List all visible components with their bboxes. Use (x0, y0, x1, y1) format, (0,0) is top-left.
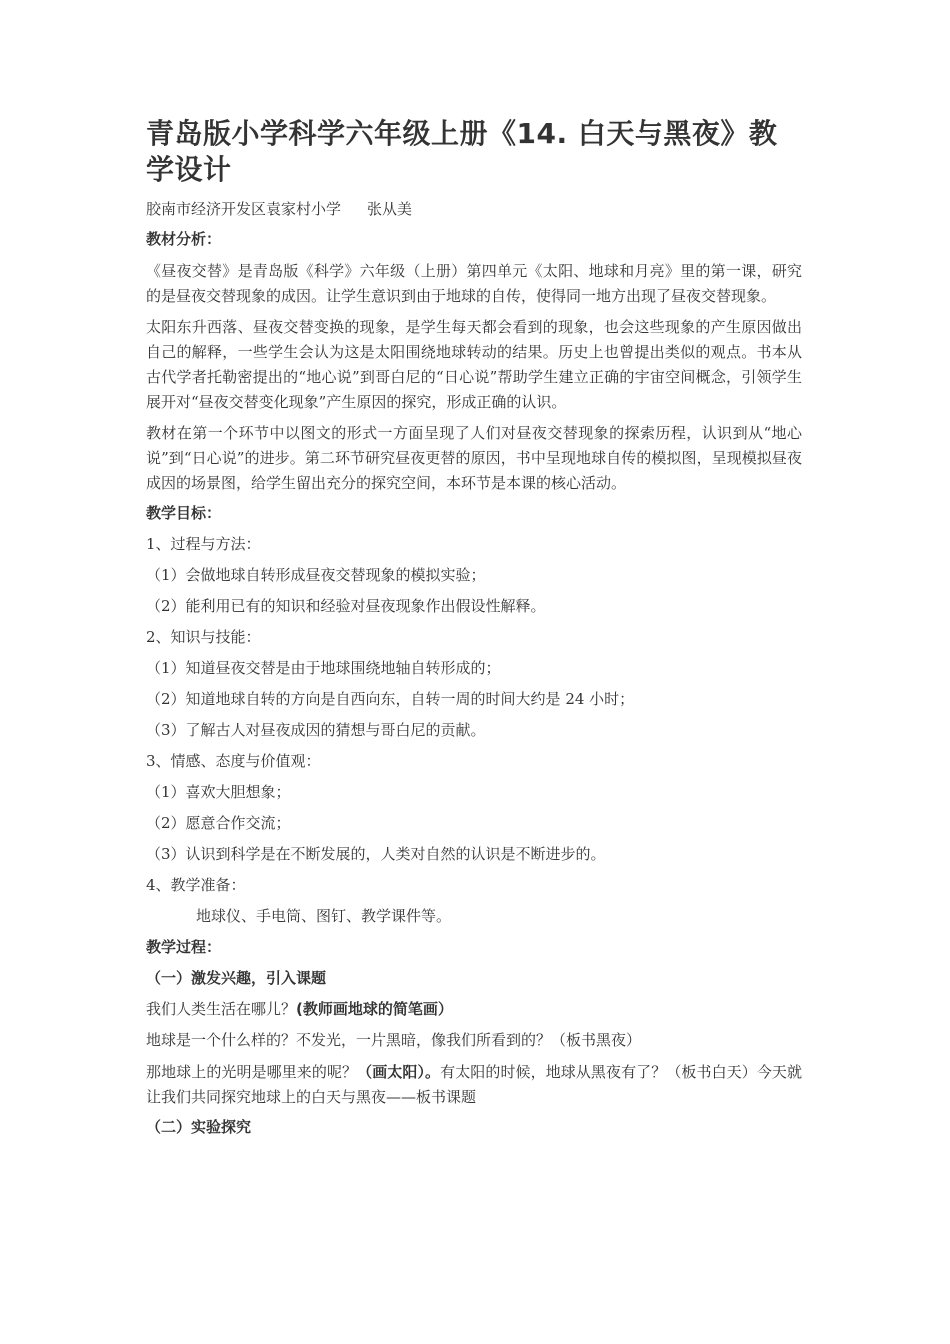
author-name: 张从美 (367, 200, 413, 218)
analysis-paragraph-3: 教材在第一个环节中以图文的形式一方面呈现了人们对昼夜交替现象的探索历程，认识到从“地心说”到“日心说”的进步。第二环节研究昼夜更替的原因，书中呈现地球自传的模拟图，呈现模拟昼夜成因的场景图，给学生留出充分的探究空间，本环节是本课的核心活动。 (146, 424, 802, 492)
goal-2: 2、知识与技能： (146, 628, 261, 646)
question-1-text: 我们人类生活在哪儿？ (146, 1000, 297, 1018)
goal-1a: （1）会做地球自转形成昼夜交替现象的模拟实验； (146, 566, 486, 584)
school-name: 胶南市经济开发区袁家村小学 (146, 200, 342, 218)
process-question-1 (146, 998, 802, 1020)
goal-3c: （3）认识到科学是在不断发展的，人类对自然的认识是不断进步的。 (146, 845, 606, 863)
goal-3b: （2）愿意合作交流； (146, 814, 291, 832)
document-page (146, 116, 802, 1147)
question-1-note: (教师画地球的简笔画） (296, 1000, 453, 1018)
goal-4a: 地球仪、手电筒、图钉、教学课件等。 (196, 907, 452, 925)
process-section-2: （二）实验探究 (146, 1118, 252, 1136)
goal-4: 4、教学准备： (146, 876, 246, 894)
process-question-2: 地球是一个什么样的？不发光，一片黑暗，像我们所看到的？（板书黑夜） (146, 1031, 642, 1049)
question-3-note: （画太阳）。 (357, 1063, 441, 1081)
goal-2c: （3）了解古人对昼夜成因的猜想与哥白尼的贡献。 (146, 721, 486, 739)
process-section-1: （一）激发兴趣，引入课题 (146, 969, 327, 987)
process-heading: 教学过程： (146, 938, 222, 956)
goal-1: 1、过程与方法： (146, 535, 261, 553)
analysis-paragraph-2: 太阳东升西落、昼夜交替变换的现象，是学生每天都会看到的现象，也会这些现象的产生原因做出自己的解释，一些学生会认为这是太阳围绕地球转动的结果。历史上也曾提出类似的观点。书本从古代学者托勒密提出的“地心说”到哥白尼的“日心说”帮助学生建立正确的宇宙空间概念，引领学生展开对“昼夜交替变化现象”产生原因的探究，形成正确的认识。 (146, 318, 802, 411)
goal-3: 3、情感、态度与价值观： (146, 752, 321, 770)
question-3-text-a: 那地球上的光明是哪里来的呢？ (146, 1063, 358, 1081)
document-title: 青岛版小学科学六年级上册《14. 白天与黑夜》教学设计 (146, 117, 778, 186)
analysis-paragraph-1: 《昼夜交替》是青岛版《科学》六年级（上册）第四单元《太阳、地球和月亮》里的第一课，研究的是昼夜交替现象的成因。让学生意识到由于地球的自传，使得同一地方出现了昼夜交替现象。 (146, 262, 802, 305)
author-line (146, 198, 802, 220)
analysis-heading: 教材分析： (146, 230, 222, 248)
process-question-3 (146, 1060, 802, 1110)
goal-2b: （2）知道地球自转的方向是自西向东，自转一周的时间大约是 24 小时； (146, 690, 635, 708)
goal-3a: （1）喜欢大胆想象； (146, 783, 291, 801)
goal-1b: （2）能利用已有的知识和经验对昼夜现象作出假设性解释。 (146, 597, 546, 615)
question-3-text-b: 有太阳的时候，地球从黑夜有了？（板书白天）今天就让我们共同探究地球上的白天与黑夜——板书课题 (146, 1063, 802, 1106)
goal-2a: （1）知道昼夜交替是由于地球围绕地轴自转形成的； (146, 659, 501, 677)
goals-heading: 教学目标： (146, 504, 222, 522)
